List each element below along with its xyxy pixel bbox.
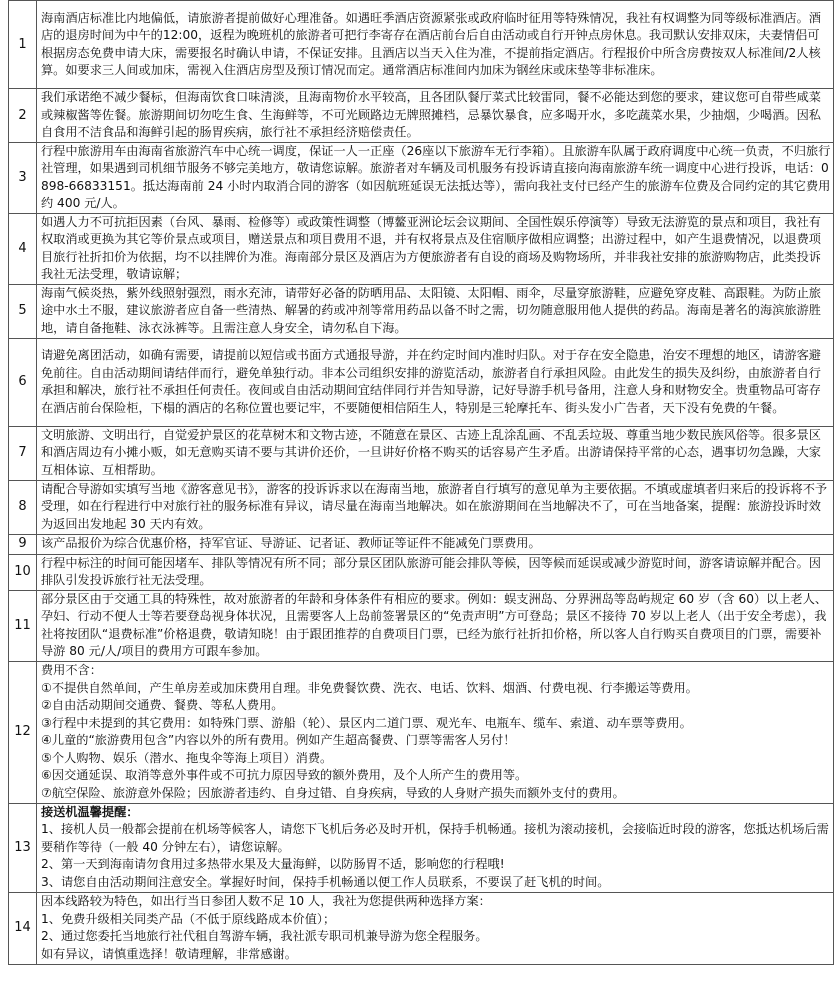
row-number: 8 <box>9 480 37 534</box>
table-row <box>9 590 834 661</box>
row-text: 该产品报价为综合优惠价格，持军官证、导游证、记者证、教师证等证件不能减免门票费用。 <box>37 534 834 554</box>
list-item: ③行程中未提到的其它费用：如特殊门票、游船（轮）、景区内二道门票、观光车、电瓶车、缆车、索道、动车票等费用。 <box>41 715 692 730</box>
row-text: 如遇人力不可抗拒因素（台风、暴雨、检修等）或政策性调整（博鳌亚洲论坛会议期间、全国性娱乐停演等）导致无法游览的景点和项目，我社有权取消或更换为其它等价景点或项目，赠送景点和项目费用不退，并有权将景点及住宿顺序做相应调整；出游过程中，如产生退费情况，以退费项目旅行社折扣价为依据，均不以挂牌价为准。海南部分景区及酒店为方便旅游者有自设的商场及购物场所，并非我社安排的旅游购物店，此类投诉我社无法受理，敬请谅解； <box>37 213 834 284</box>
row-text: 海南气候炎热，紫外线照射强烈，雨水充沛，请带好必备的防晒用品、太阳镜、太阳帽、雨伞，尽量穿旅游鞋，应避免穿皮鞋、高跟鞋。为防止旅途中水土不服，建议旅游者应自备一些清热、解暑的药或冲剂等常用药品以备不时之需，切勿随意服用他人提供的药品。海南是著名的海滨旅游胜地，请自备拖鞋、泳衣泳裤等。且需注意人身安全，请勿私自下海。 <box>37 284 834 338</box>
table-row <box>9 554 834 590</box>
row-text <box>37 661 834 803</box>
table-row <box>9 338 834 426</box>
row-number: 11 <box>9 590 37 661</box>
table-row <box>9 892 834 964</box>
table-row <box>9 89 834 143</box>
row-text: 请配合导游如实填写当地《游客意见书》，游客的投诉诉求以在海南当地，旅游者自行填写的意见单为主要依据。不填或虚填者归来后的投诉将不予受理，如在行程进行中对旅行社的服务标准有异议，请尽量在海南当地解决。如在旅游期间在当地解决不了，可在当地备案，提醒：旅游投诉时效为返回出发地起 30 天内有效。 <box>37 480 834 534</box>
list-item: ⑦航空保险、旅游意外保险；因旅游者违约、自身过错、自身疾病，导致的人身财产损失而额外支付的费用。 <box>41 785 625 800</box>
table-row <box>9 1 834 89</box>
table-row <box>9 426 834 480</box>
row-text: 文明旅游、文明出行，自觉爱护景区的花草树木和文物古迹，不随意在景区、古迹上乱涂乱画、不乱丢垃圾、尊重当地少数民族风俗等。很多景区和酒店周边有小摊小贩，如无意购买请不要与其讲价还价，一旦讲好价格不购买的话容易产生矛盾。出游请保持平常的心态，遇事切勿急躁，大家互相体谅、互相帮助。 <box>37 426 834 480</box>
list-item: 因本线路较为特色，如出行当日参团人数不足 10 人，我社为您提供两种选择方案： <box>41 894 491 908</box>
row-number: 1 <box>9 1 37 89</box>
row-number: 10 <box>9 554 37 590</box>
section-heading: 接送机温馨提醒： <box>41 804 139 819</box>
list-item: ⑥因交通延误、取消等意外事件或不可抗力原因导致的额外费用，及个人所产生的费用等。 <box>41 768 528 782</box>
table-row <box>9 480 834 534</box>
row-text <box>37 892 834 964</box>
list-item: 2、第一天到海南请勿食用过多热带水果及大量海鲜，以防肠胃不适，影响您的行程哦! <box>41 857 505 872</box>
list-item: 1、免费升级相关同类产品（不低于原线路成本价值）； <box>41 911 336 926</box>
row-number: 12 <box>9 661 37 803</box>
list-item: ①不提供自然单间，产生单房差或加床费用自理。非免费餐饮费、洗衣、电话、饮料、烟酒、付费电视、行李搬运等费用。 <box>41 680 698 695</box>
row-text: 请避免离团活动，如确有需要，请提前以短信或书面方式通报导游，并在约定时间内准时归队。对于存在安全隐患，治安不理想的地区，请游客避免前往。自由活动期间请结伴而行，避免单独行动。非本公司组织安排的游览活动，旅游者自行承担风险。由此发生的损失及纠纷，由旅游者自行承担和解决，旅行社不承担任何责任。夜间或自由活动期间宜结伴同行并告知导游，记好导游手机号备用，注意人身和财物安全。贵重物品可寄存在酒店前台保险柜，下榻的酒店的名称位置也要记牢，不要随便相信陌生人，特别是三轮摩托车、街头发小广告者，天下没有免费的午餐。 <box>37 338 834 426</box>
terms-table <box>8 0 834 965</box>
row-number: 4 <box>9 213 37 284</box>
table-row <box>9 142 834 213</box>
row-number: 14 <box>9 892 37 964</box>
row-text: 行程中旅游用车由海南省旅游汽车中心统一调度，保证一人一正座（26座以下旅游车无行李箱）。且旅游车队属于政府调度中心统一负责，不归旅行社管理，如果遇到司机细节服务不够完美地方，敬请您谅解。旅游者对车辆及司机服务有投诉请直接向海南旅游车统一调度中心进行投诉，电话：0898-66833151。抵达海南前 24 小时内取消合同的游客（如因航班延误无法抵达等），需向我社支付已经产生的旅游车位费及合同约定的其它费用约 400 元/人。 <box>37 142 834 213</box>
table-row <box>9 284 834 338</box>
row-text: 部分景区由于交通工具的特殊性，故对旅游者的年龄和身体条件有相应的要求。例如：蜈支洲岛、分界洲岛等岛屿规定 60 岁（含 60）以上老人、孕妇、行动不便人士等若要登岛视身体状况，且需要客人上岛前签署景区的“免责声明”方可登岛；景区不接待 70 岁以上老人（出于安全考虑），我社将按团队“退费标准”价格退费，敬请知晓！由于跟团推荐的自费项目门票，已经为旅行社折扣价格，所以客人自行购买自费项目的门票，需要补导游 80 元/人/项目的费用方可跟车参加。 <box>37 590 834 661</box>
list-item: ②自由活动期间交通费、餐费、等私人费用。 <box>41 698 284 712</box>
row-text: 我们承诺绝不减少餐标，但海南饮食口味清淡，且海南物价水平较高，且各团队餐厅菜式比较雷同，餐不必能达到您的要求，建议您可自带些咸菜或辣椒酱等佐餐。旅游期间切勿吃生食、生海鲜等，不可光顾路边无牌照摊档，忌暴饮暴食，应多喝开水，多吃蔬菜水果，少抽烟，少喝酒。因私自食用不洁食品和海鲜引起的肠胃疾病，旅行社不承担经济赔偿责任。 <box>37 89 834 143</box>
list-item: 1、接机人员一般都会提前在机场等候客人，请您下飞机后务必及时开机，保持手机畅通。接机为滚动接机，会接临近时段的游客，您抵达机场后需要稍作等待（一般 40 分钟左右），请您谅解。 <box>41 822 829 854</box>
row-number: 9 <box>9 534 37 554</box>
table-row <box>9 534 834 554</box>
row-number: 2 <box>9 89 37 143</box>
list-item: ④儿童的“旅游费用包含”内容以外的所有费用。例如产生超高餐费、门票等需客人另付！ <box>41 733 516 747</box>
row-text <box>37 803 834 892</box>
list-item: 3、请您自由活动期间注意安全。掌握好时间，保持手机畅通以便工作人员联系，不要误了赶飞机的时间。 <box>41 874 610 889</box>
table-row <box>9 803 834 892</box>
row-text: 行程中标注的时间可能因堵车、排队等情况有所不同；部分景区团队旅游可能会排队等候，因等候而延误或减少游览时间，游客请谅解并配合。因排队引发投诉旅行社无法受理。 <box>37 554 834 590</box>
table-row <box>9 661 834 803</box>
list-item: ⑤个人购物、娱乐（潜水、拖曳伞等海上项目）消费。 <box>41 750 333 765</box>
row-number: 7 <box>9 426 37 480</box>
row-number: 5 <box>9 284 37 338</box>
row-number: 3 <box>9 142 37 213</box>
section-heading: 费用不含： <box>41 663 102 677</box>
row-number: 13 <box>9 803 37 892</box>
list-item: 2、通过您委托当地旅行社代租自驾游车辆，我社派专职司机兼导游为您全程服务。 <box>41 929 488 943</box>
row-text: 海南酒店标准比内地偏低，请旅游者提前做好心理准备。如遇旺季酒店资源紧张或政府临时征用等特殊情况，我社有权调整为同等级标准酒店。酒店的退房时间为中午的12:00，返程为晚班机的旅游者可把行李寄存在酒店前台后自由活动或自行开钟点房休息。我司默认安排双床，夫妻情侣可根据房态免费申请大床，需要报名时确认申请，不保证安排。且酒店以当天入住为准，不提前指定酒店。行程报价中所含房费按双人标准间/2人核算。如要求三人间或加床，需视入住酒店房型及预订情况而定。通常酒店标准间内加床为钢丝床或床垫等非标准床。 <box>37 1 834 89</box>
row-number: 6 <box>9 338 37 426</box>
list-item: 如有异议，请慎重选择！敬请理解，非常感谢。 <box>41 946 297 961</box>
table-row <box>9 213 834 284</box>
